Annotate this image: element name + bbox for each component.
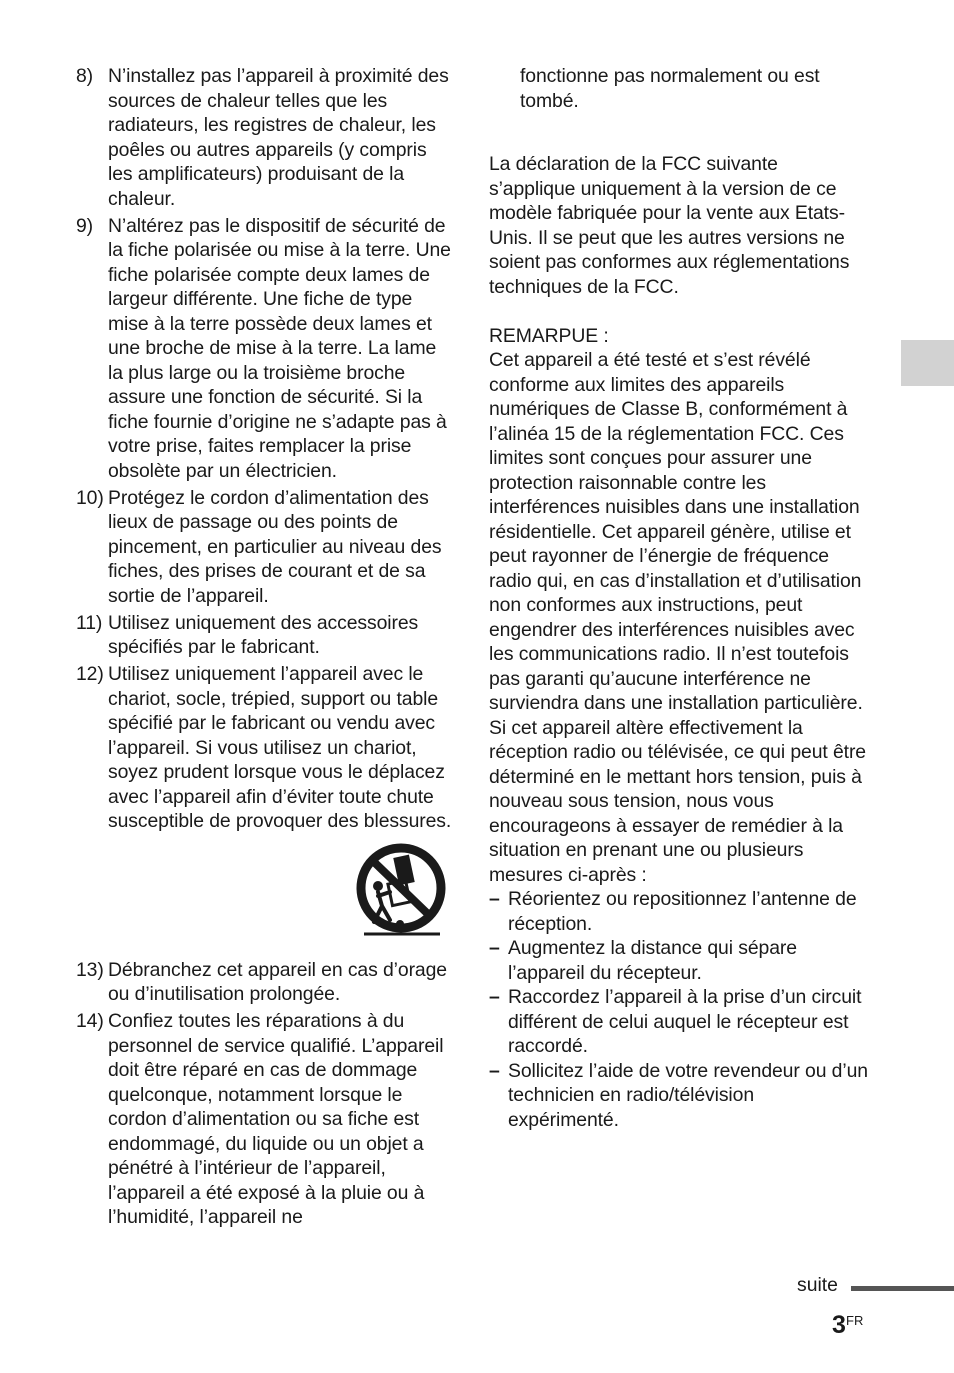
list-item-10 [76,486,454,609]
list-item-8 [76,64,454,211]
list-item-12 [76,662,454,834]
cart-tip-over-warning-icon [354,842,448,938]
item-text: N’altérez pas le dispositif de sécurité de la fiche polarisée ou mise à la terre. Une fiche polarisée compte deux lames de largeur différente. Une fiche de type mise à la terre possède deux lames et une broche de mise à la terre. La lame la plus large ou la troisième broche assure une fonction de sécurité. Si la fiche fournie d’origine ne s’adapte pas à votre prise, faites remplacer la prise obsolète par un électricien. [108,214,451,482]
suite-label: suite [797,1274,838,1296]
measure-text: Réorientez ou repositionnez l’antenne de réception. [508,888,857,935]
dash-bullet: – [489,1059,500,1082]
item-number: 10) [76,486,104,509]
item-number: 12) [76,663,104,685]
measure-text: Raccordez l’appareil à la prise d’un circuit différent de celui auquel le récepteur est raccordé. [508,986,862,1057]
right-column [489,64,869,1132]
remark-heading: REMARPUE : [489,324,609,347]
item-text: N’installez pas l’appareil à proximité des sources de chaleur telles que les radiateurs, les registres de chaleur, les poêles ou autres appareils (y compris les amplificateurs) produisant de la chaleur. [108,65,449,210]
list-item-11 [76,611,454,660]
item-text: Utilisez uniquement des accessoires spécifiés par le fabricant. [108,611,419,658]
dash-bullet: – [489,888,500,910]
side-tab-marker [901,340,954,386]
item-text: Utilisez uniquement l’appareil avec le chariot, socle, trépied, support ou table spécifié par le fabricant ou vendu avec l’appareil. Si vous utilisez un chariot, soyez prudent lorsque vous le déplacez avec l’appareil afin d’éviter toute chute susceptible de provoquer des blessures. [108,663,452,832]
measure-item [489,1059,869,1133]
page-language-suffix: FR [846,1313,864,1328]
left-column [76,64,454,1232]
item-14-continuation: fonctionne pas normalement ou est tombé. [520,65,820,112]
suite-bar [851,1286,954,1291]
item-text: Débranchez cet appareil en cas d’orage ou d’inutilisation prolongée. [108,958,447,1005]
item-number: 13) [76,958,104,981]
measure-item [489,887,869,936]
measure-text: Sollicitez l’aide de votre revendeur ou d’un technicien en radio/télévision expérimenté. [508,1059,868,1131]
dash-bullet: – [489,937,500,959]
item-number: 8) [76,65,94,87]
list-item-13 [76,958,454,1007]
list-item-14 [76,1009,454,1230]
measure-text: Augmentez la distance qui sépare l’appareil du récepteur. [508,937,797,984]
item-number: 11) [76,611,103,634]
measure-item [489,936,869,985]
fcc-intro-paragraph: La déclaration de la FCC suivante s’applique uniquement à la version de ce modèle fabriquée pour la vente aux Etats-Unis. Il se peut que les autres versions ne soient pas conformes aux réglementations techniques de la FCC. [489,153,850,298]
item-text: Confiez toutes les réparations à du personnel de service qualifié. L’appareil doit être réparé en cas de dommage quelconque, notamment lorsque le cordon d’alimentation ou sa fiche est endommagé, du liquide ou un objet a pénétré à l’intérieur de l’appareil, l’appareil a été exposé à la pluie ou à l’humidité, l’appareil ne [108,1010,444,1228]
measure-item [489,985,869,1059]
item-text: Protégez le cordon d’alimentation des lieux de passage ou des points de pincement, en particulier au niveau des fiches, des prises de courant et de sa sortie de l’appareil. [108,486,442,607]
remark-body: Cet appareil a été testé et s’est révélé conforme aux limites des appareils numériques de Classe B, conformément à l’alinéa 15 de la réglementation FCC. Ces limites sont conçues pour assurer une protection raisonnable contre les interférences nuisibles dans une installation résidentielle. Cet appareil génère, utilise et peut rayonner de l’énergie de fréquence radio qui, en cas d’installation et d’utilisation non conformes aux instructions, peut engendrer des interférences nuisibles avec les communications radio. Il n’est toutefois pas garanti qu’aucune interférence ne surviendra dans une installation particulière. Si cet appareil altère effectivement la réception radio ou télévisée, ce qui peut être déterminé en le mettant hors tension, puis à nouveau sous tension, nous vous encourageons à essayer de remédier à la situation en prenant une ou plusieurs mesures ci-après : [489,349,866,886]
page-number: 3 [832,1311,846,1339]
dash-bullet: – [489,986,500,1008]
list-item-9 [76,214,454,484]
item-number: 9) [76,214,94,237]
item-number: 14) [76,1010,104,1032]
